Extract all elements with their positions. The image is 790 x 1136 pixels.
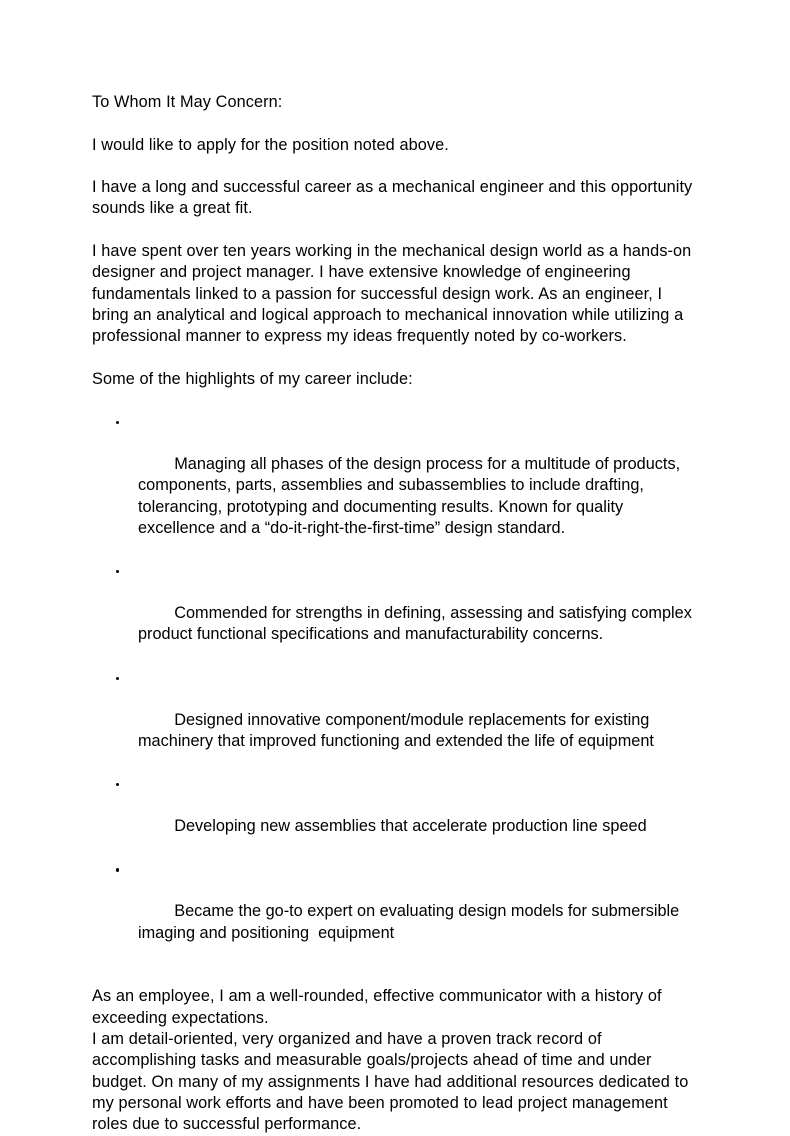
list-item: [92, 859, 702, 965]
paragraph-intro: I would like to apply for the position noted above.: [92, 135, 449, 154]
list-item-text: Commended for strengths in defining, assessing and satisfying complex product functional specifications and manufacturability concerns.: [138, 604, 697, 644]
list-item-text: Became the go-to expert on evaluating design models for submersible imaging and positioning equipment: [138, 902, 684, 942]
bullet-dot-icon: [116, 421, 119, 424]
list-spacer: [92, 390, 702, 411]
highlights-list: [92, 411, 702, 965]
paragraph-closing-2: I am detail-oriented, very organized and have a proven track record of accomplishing tasks and measurable goals/projects ahead of time and under budget. On many of my assignments I have had additional resources dedicated to my personal work efforts and have been promoted to lead project management roles due to successful performance.: [92, 1030, 693, 1134]
bullet-dot-icon: [116, 677, 119, 680]
list-item: [92, 561, 702, 667]
letter-body: [92, 92, 702, 1136]
list-item: [92, 411, 702, 560]
paragraph-career-summary: I have a long and successful career as a mechanical engineer and this opportunity sounds like a great fit.: [92, 178, 697, 218]
list-item-text: Developing new assemblies that accelerate production line speed: [174, 817, 647, 836]
list-item: [92, 667, 702, 773]
bullet-dot-icon: [116, 783, 119, 786]
bullet-dot-icon: [116, 868, 119, 871]
list-item-text: Managing all phases of the design process for a multitude of products, components, parts, assemblies and subassemblies to include drafting, tolerancing, prototyping and documenting results. Known for quality excellence and a “do-it-right-the-first-time” design standard.: [138, 455, 685, 537]
bullet-dot-icon: [116, 570, 119, 573]
paragraph-highlights-intro: Some of the highlights of my career include:: [92, 369, 413, 388]
salutation: To Whom It May Concern:: [92, 93, 283, 111]
list-item-text: Designed innovative component/module replacements for existing machinery that improved functioning and extended the life of equipment: [138, 710, 654, 750]
list-item: [92, 774, 702, 859]
paragraph-experience: I have spent over ten years working in the mechanical design world as a hands-on designer and project manager. I have extensive knowledge of engineering fundamentals linked to a passion for successful design work. As an engineer, I bring an analytical and logical approach to mechanical innovation while utilizing a professional manner to express my ideas frequently noted by co-workers.: [92, 242, 696, 346]
paragraph-closing-1: As an employee, I am a well-rounded, effective communicator with a history of exceeding expectations.: [92, 987, 667, 1027]
